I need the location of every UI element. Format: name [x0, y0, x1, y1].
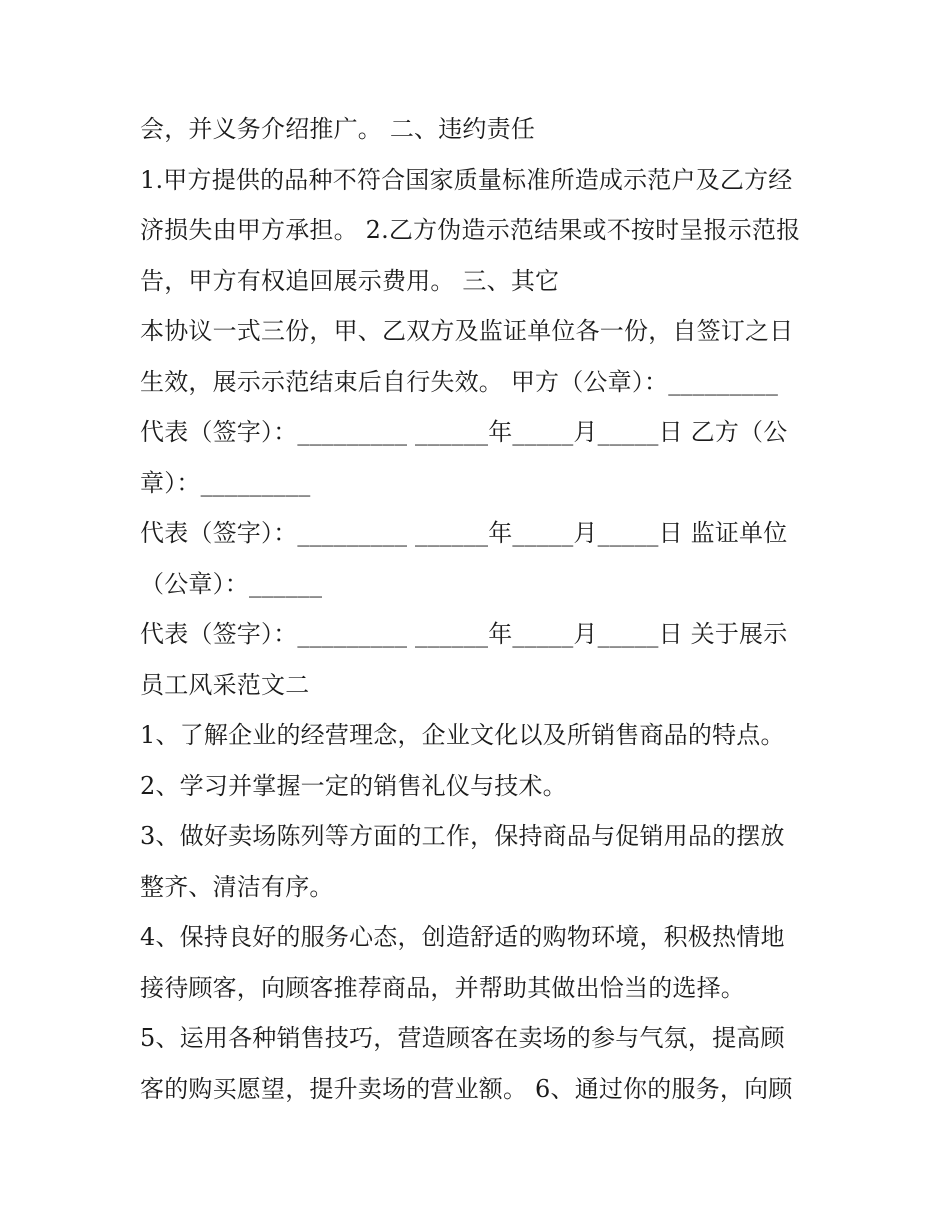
text-line: 告，甲方有权追回展示费用。 三、其它 — [140, 266, 560, 295]
document-body — [140, 104, 820, 1114]
text-line: 3、做好卖场陈列等方面的工作，保持商品与促销用品的摆放 — [140, 822, 785, 850]
text-line: 整齐、清洁有序。 — [140, 872, 334, 901]
text-line: 2、学习并掌握一定的销售礼仪与技术。 — [140, 771, 567, 800]
text-line: 1.甲方提供的品种不符合国家质量标准所造成示范户及乙方经 — [140, 165, 793, 194]
text-line: （公章）：______ — [140, 569, 323, 598]
text-line: 代表（签字）：_________ ______年_____月_____日 监证单位 — [140, 519, 788, 547]
text-line: 1、了解企业的经营理念，企业文化以及所销售商品的特点。 — [140, 721, 785, 749]
text-line: 济损失由甲方承担。 2.乙方伪造示范结果或不按时呈报示范报 — [140, 216, 801, 244]
text-line: 会，并义务介绍推广。 二、违约责任 — [140, 115, 536, 143]
text-line: 生效，展示示范结束后自行失效。 甲方（公章）：_________ — [140, 367, 779, 396]
text-line: 代表（签字）：_________ ______年_____月_____日 乙方（公 — [140, 418, 788, 446]
text-line: 代表（签字）：_________ ______年_____月_____日 关于展示 — [140, 620, 788, 648]
text-line: 员工风采范文二 — [140, 670, 310, 699]
text-line: 章）：_________ — [140, 468, 311, 497]
text-line: 5、运用各种销售技巧，营造顾客在卖场的参与气氛，提高顾 — [140, 1024, 785, 1052]
text-line: 本协议一式三份，甲、乙双方及监证单位各一份，自签订之日 — [140, 317, 794, 345]
text-line: 接待顾客，向顾客推荐商品，并帮助其做出恰当的选择。 — [140, 973, 745, 1002]
text-line: 客的购买愿望，提升卖场的营业额。 6、通过你的服务，向顾 — [140, 1074, 793, 1103]
text-line: 4、保持良好的服务心态，创造舒适的购物环境，积极热情地 — [140, 923, 785, 951]
